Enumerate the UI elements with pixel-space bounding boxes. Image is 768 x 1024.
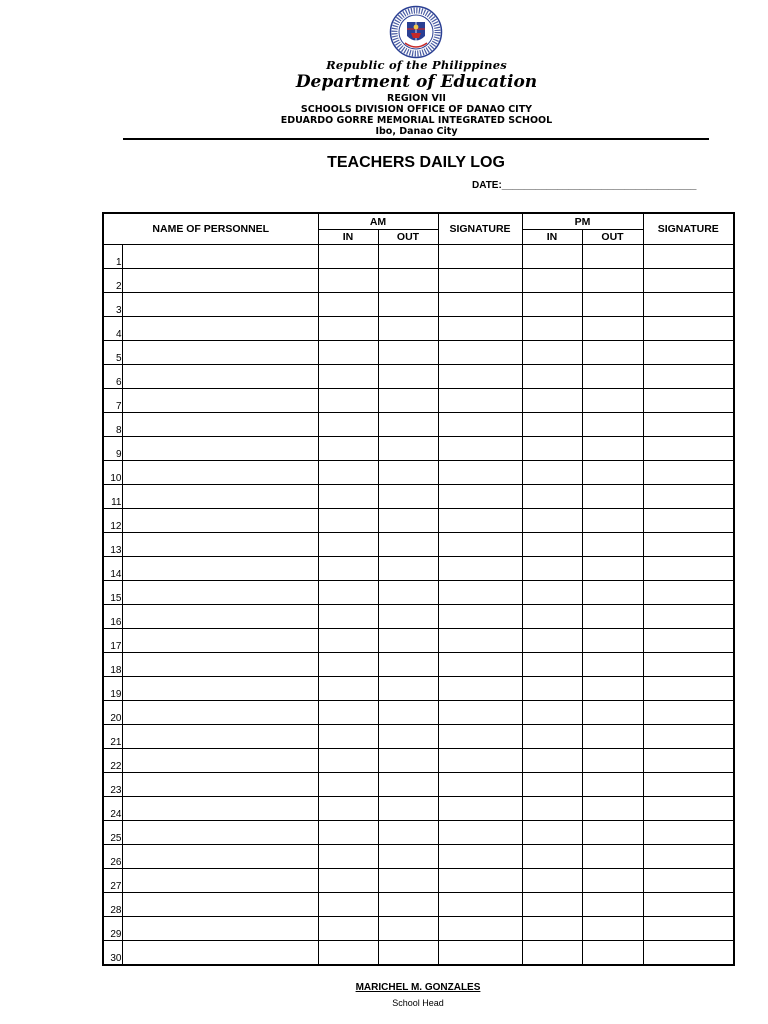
- pm-in-cell: [522, 797, 582, 821]
- am-signature-cell: [438, 629, 522, 653]
- pm-in-cell: [522, 605, 582, 629]
- am-out-cell: [378, 941, 438, 966]
- am-in-cell: [318, 821, 378, 845]
- name-cell: [122, 605, 318, 629]
- row-number: 11: [103, 485, 122, 509]
- table-row: [103, 677, 734, 701]
- pm-in-cell: [522, 677, 582, 701]
- am-out-cell: [378, 725, 438, 749]
- pm-signature-cell: [643, 725, 734, 749]
- am-signature-cell: [438, 485, 522, 509]
- am-out-cell: [378, 245, 438, 269]
- pm-out-cell: [582, 485, 643, 509]
- pm-signature-cell: [643, 293, 734, 317]
- name-cell: [122, 845, 318, 869]
- am-in-cell: [318, 677, 378, 701]
- pm-out-cell: [582, 245, 643, 269]
- pm-in-cell: [522, 869, 582, 893]
- am-signature-cell: [438, 341, 522, 365]
- am-out-cell: [378, 893, 438, 917]
- pm-signature-cell: [643, 557, 734, 581]
- pm-in-cell: [522, 389, 582, 413]
- row-number: 24: [103, 797, 122, 821]
- table-row: [103, 557, 734, 581]
- row-number: 15: [103, 581, 122, 605]
- name-cell: [122, 941, 318, 966]
- am-in-cell: [318, 413, 378, 437]
- pm-out-cell: [582, 629, 643, 653]
- am-signature-cell: [438, 677, 522, 701]
- name-cell: [122, 629, 318, 653]
- name-cell: [122, 341, 318, 365]
- pm-out-cell: [582, 317, 643, 341]
- date-field: DATE:___________________________________: [472, 180, 697, 191]
- row-number: 2: [103, 269, 122, 293]
- pm-out-cell: [582, 941, 643, 966]
- am-in-cell: [318, 509, 378, 533]
- name-cell: [122, 509, 318, 533]
- am-in-cell: [318, 557, 378, 581]
- row-number: 7: [103, 389, 122, 413]
- row-number: 6: [103, 365, 122, 389]
- row-number: 23: [103, 773, 122, 797]
- table-row: [103, 533, 734, 557]
- table-row: [103, 749, 734, 773]
- pm-out-cell: [582, 749, 643, 773]
- pm-signature-cell: [643, 869, 734, 893]
- pm-signature-cell: [643, 677, 734, 701]
- am-out-cell: [378, 269, 438, 293]
- pm-in-cell: [522, 893, 582, 917]
- pm-signature-cell: [643, 413, 734, 437]
- am-out-cell: [378, 869, 438, 893]
- row-number: 26: [103, 845, 122, 869]
- pm-signature-cell: [643, 701, 734, 725]
- table-row: [103, 365, 734, 389]
- am-signature-cell: [438, 317, 522, 341]
- am-out-cell: [378, 509, 438, 533]
- daily-log-table: [102, 212, 735, 966]
- pm-in-cell: [522, 821, 582, 845]
- pm-in-cell: [522, 461, 582, 485]
- pm-out-header: OUT: [582, 230, 643, 245]
- pm-out-cell: [582, 581, 643, 605]
- pm-out-cell: [582, 557, 643, 581]
- pm-signature-cell: [643, 461, 734, 485]
- pm-signature-cell: [643, 941, 734, 966]
- pm-out-cell: [582, 437, 643, 461]
- am-signature-cell: [438, 413, 522, 437]
- deped-seal-icon: [385, 5, 447, 59]
- table-row: [103, 389, 734, 413]
- name-cell: [122, 749, 318, 773]
- pm-signature-cell: [643, 797, 734, 821]
- pm-out-cell: [582, 653, 643, 677]
- name-column-header: NAME OF PERSONNEL: [103, 213, 318, 245]
- pm-out-cell: [582, 269, 643, 293]
- am-signature-cell: [438, 797, 522, 821]
- name-cell: [122, 893, 318, 917]
- am-signature-cell: [438, 533, 522, 557]
- am-out-cell: [378, 677, 438, 701]
- pm-in-cell: [522, 533, 582, 557]
- name-cell: [122, 653, 318, 677]
- table-row: [103, 845, 734, 869]
- school-heading: EDUARDO GORRE MEMORIAL INTEGRATED SCHOOL: [280, 115, 553, 126]
- row-number: 16: [103, 605, 122, 629]
- row-number: 27: [103, 869, 122, 893]
- am-out-cell: [378, 701, 438, 725]
- am-out-cell: [378, 317, 438, 341]
- table-row: [103, 581, 734, 605]
- am-in-cell: [318, 341, 378, 365]
- row-number: 4: [103, 317, 122, 341]
- pm-out-cell: [582, 725, 643, 749]
- row-number: 21: [103, 725, 122, 749]
- am-signature-cell: [438, 917, 522, 941]
- table-row: [103, 653, 734, 677]
- am-out-header: OUT: [378, 230, 438, 245]
- row-number: 10: [103, 461, 122, 485]
- name-cell: [122, 437, 318, 461]
- pm-signature-cell: [643, 245, 734, 269]
- pm-out-cell: [582, 389, 643, 413]
- table-row: [103, 509, 734, 533]
- form-title: TEACHERS DAILY LOG: [327, 154, 505, 171]
- pm-column-header: PM: [522, 213, 643, 230]
- am-signature-cell: [438, 365, 522, 389]
- table-row: [103, 461, 734, 485]
- am-signature-cell: [438, 461, 522, 485]
- am-signature-cell: [438, 869, 522, 893]
- pm-out-cell: [582, 677, 643, 701]
- pm-signature-cell: [643, 533, 734, 557]
- am-in-cell: [318, 317, 378, 341]
- name-cell: [122, 701, 318, 725]
- pm-signature-cell: [643, 317, 734, 341]
- am-signature-cell: [438, 773, 522, 797]
- table-body: [103, 245, 734, 966]
- am-in-cell: [318, 533, 378, 557]
- am-in-cell: [318, 581, 378, 605]
- pm-in-cell: [522, 485, 582, 509]
- name-cell: [122, 581, 318, 605]
- republic-heading: Republic of the Philippines: [326, 58, 507, 72]
- pm-in-header: IN: [522, 230, 582, 245]
- am-in-cell: [318, 701, 378, 725]
- table-row: [103, 893, 734, 917]
- am-in-header: IN: [318, 230, 378, 245]
- am-signature-cell: [438, 701, 522, 725]
- table-row: [103, 605, 734, 629]
- pm-in-cell: [522, 317, 582, 341]
- table-row: [103, 629, 734, 653]
- am-signature-cell: [438, 725, 522, 749]
- pm-in-cell: [522, 509, 582, 533]
- row-number: 25: [103, 821, 122, 845]
- division-heading: SCHOOLS DIVISION OFFICE OF DANAO CITY: [300, 104, 533, 115]
- pm-signature-cell: [643, 365, 734, 389]
- am-signature-cell: [438, 653, 522, 677]
- row-number: 14: [103, 557, 122, 581]
- table-row: [103, 821, 734, 845]
- am-signature-cell: [438, 509, 522, 533]
- row-number: 5: [103, 341, 122, 365]
- pm-signature-cell: [643, 509, 734, 533]
- pm-out-cell: [582, 797, 643, 821]
- am-out-cell: [378, 557, 438, 581]
- am-out-cell: [378, 437, 438, 461]
- row-number: 18: [103, 653, 122, 677]
- pm-in-cell: [522, 845, 582, 869]
- am-out-cell: [378, 485, 438, 509]
- am-signature-cell: [438, 941, 522, 966]
- row-number: 8: [103, 413, 122, 437]
- pm-in-cell: [522, 917, 582, 941]
- am-signature-cell: [438, 293, 522, 317]
- am-signature-cell: [438, 893, 522, 917]
- pm-signature-cell: [643, 773, 734, 797]
- am-signature-cell: [438, 557, 522, 581]
- pm-out-cell: [582, 605, 643, 629]
- pm-signature-cell: [643, 845, 734, 869]
- row-number: 3: [103, 293, 122, 317]
- pm-in-cell: [522, 269, 582, 293]
- am-in-cell: [318, 485, 378, 509]
- am-out-cell: [378, 293, 438, 317]
- pm-out-cell: [582, 821, 643, 845]
- pm-out-cell: [582, 773, 643, 797]
- name-cell: [122, 389, 318, 413]
- am-signature-cell: [438, 845, 522, 869]
- region-heading: REGION VII: [387, 93, 446, 104]
- name-cell: [122, 917, 318, 941]
- pm-in-cell: [522, 725, 582, 749]
- pm-in-cell: [522, 341, 582, 365]
- am-out-cell: [378, 845, 438, 869]
- am-in-cell: [318, 845, 378, 869]
- table-row: [103, 773, 734, 797]
- table-row: [103, 725, 734, 749]
- pm-signature-cell: [643, 653, 734, 677]
- am-signature-column-header: SIGNATURE: [438, 213, 522, 245]
- header-divider: [123, 138, 709, 140]
- pm-signature-cell: [643, 917, 734, 941]
- pm-in-cell: [522, 629, 582, 653]
- table-row: [103, 245, 734, 269]
- name-cell: [122, 269, 318, 293]
- am-in-cell: [318, 869, 378, 893]
- row-number: 30: [103, 941, 122, 966]
- pm-in-cell: [522, 581, 582, 605]
- pm-in-cell: [522, 245, 582, 269]
- name-cell: [122, 245, 318, 269]
- row-number: 9: [103, 437, 122, 461]
- pm-out-cell: [582, 413, 643, 437]
- signer-name: MARICHEL M. GONZALES: [355, 982, 481, 993]
- row-number: 29: [103, 917, 122, 941]
- pm-in-cell: [522, 365, 582, 389]
- pm-out-cell: [582, 869, 643, 893]
- row-number: 13: [103, 533, 122, 557]
- am-out-cell: [378, 821, 438, 845]
- am-signature-cell: [438, 437, 522, 461]
- am-out-cell: [378, 653, 438, 677]
- am-in-cell: [318, 389, 378, 413]
- table-row: [103, 341, 734, 365]
- school-address: Ibo, Danao City: [375, 126, 458, 137]
- name-cell: [122, 317, 318, 341]
- name-cell: [122, 461, 318, 485]
- table-row: [103, 917, 734, 941]
- row-number: 22: [103, 749, 122, 773]
- name-cell: [122, 773, 318, 797]
- pm-signature-cell: [643, 821, 734, 845]
- name-cell: [122, 293, 318, 317]
- signer-position: School Head: [392, 998, 444, 1008]
- pm-out-cell: [582, 533, 643, 557]
- am-in-cell: [318, 629, 378, 653]
- name-cell: [122, 869, 318, 893]
- pm-out-cell: [582, 341, 643, 365]
- am-out-cell: [378, 749, 438, 773]
- pm-signature-cell: [643, 269, 734, 293]
- am-signature-cell: [438, 749, 522, 773]
- am-in-cell: [318, 917, 378, 941]
- pm-in-cell: [522, 749, 582, 773]
- pm-in-cell: [522, 413, 582, 437]
- name-cell: [122, 725, 318, 749]
- pm-in-cell: [522, 653, 582, 677]
- am-signature-cell: [438, 821, 522, 845]
- pm-out-cell: [582, 365, 643, 389]
- am-in-cell: [318, 605, 378, 629]
- am-out-cell: [378, 629, 438, 653]
- am-column-header: AM: [318, 213, 438, 230]
- pm-in-cell: [522, 941, 582, 966]
- row-number: 20: [103, 701, 122, 725]
- am-in-cell: [318, 293, 378, 317]
- pm-signature-cell: [643, 749, 734, 773]
- row-number: 17: [103, 629, 122, 653]
- am-signature-cell: [438, 245, 522, 269]
- am-in-cell: [318, 365, 378, 389]
- pm-out-cell: [582, 701, 643, 725]
- am-in-cell: [318, 461, 378, 485]
- row-number: 12: [103, 509, 122, 533]
- table-row: [103, 701, 734, 725]
- name-cell: [122, 557, 318, 581]
- pm-in-cell: [522, 557, 582, 581]
- name-cell: [122, 821, 318, 845]
- am-in-cell: [318, 749, 378, 773]
- name-cell: [122, 413, 318, 437]
- table-row: [103, 941, 734, 966]
- table-row: [103, 437, 734, 461]
- row-number: 19: [103, 677, 122, 701]
- pm-signature-cell: [643, 437, 734, 461]
- am-out-cell: [378, 533, 438, 557]
- am-out-cell: [378, 389, 438, 413]
- table-row: [103, 269, 734, 293]
- am-out-cell: [378, 413, 438, 437]
- am-in-cell: [318, 941, 378, 966]
- pm-out-cell: [582, 917, 643, 941]
- am-out-cell: [378, 773, 438, 797]
- name-cell: [122, 677, 318, 701]
- am-in-cell: [318, 245, 378, 269]
- pm-signature-cell: [643, 581, 734, 605]
- pm-signature-cell: [643, 341, 734, 365]
- pm-out-cell: [582, 293, 643, 317]
- row-number: 1: [103, 245, 122, 269]
- am-in-cell: [318, 797, 378, 821]
- table-header-row: [103, 213, 734, 230]
- table-row: [103, 413, 734, 437]
- pm-signature-column-header: SIGNATURE: [643, 213, 734, 245]
- table-row: [103, 485, 734, 509]
- am-signature-cell: [438, 389, 522, 413]
- am-out-cell: [378, 341, 438, 365]
- pm-signature-cell: [643, 605, 734, 629]
- am-in-cell: [318, 437, 378, 461]
- am-in-cell: [318, 269, 378, 293]
- department-heading: Department of Education: [295, 72, 538, 92]
- am-out-cell: [378, 605, 438, 629]
- am-out-cell: [378, 461, 438, 485]
- name-cell: [122, 485, 318, 509]
- pm-out-cell: [582, 509, 643, 533]
- pm-signature-cell: [643, 485, 734, 509]
- am-in-cell: [318, 773, 378, 797]
- am-signature-cell: [438, 269, 522, 293]
- am-out-cell: [378, 365, 438, 389]
- am-in-cell: [318, 653, 378, 677]
- table-row: [103, 317, 734, 341]
- name-cell: [122, 365, 318, 389]
- name-cell: [122, 797, 318, 821]
- am-out-cell: [378, 797, 438, 821]
- table-row: [103, 797, 734, 821]
- pm-signature-cell: [643, 893, 734, 917]
- pm-in-cell: [522, 293, 582, 317]
- pm-out-cell: [582, 845, 643, 869]
- table-row: [103, 869, 734, 893]
- pm-out-cell: [582, 893, 643, 917]
- name-cell: [122, 533, 318, 557]
- am-out-cell: [378, 917, 438, 941]
- am-out-cell: [378, 581, 438, 605]
- am-signature-cell: [438, 605, 522, 629]
- pm-in-cell: [522, 701, 582, 725]
- am-in-cell: [318, 893, 378, 917]
- table-row: [103, 293, 734, 317]
- am-signature-cell: [438, 581, 522, 605]
- pm-out-cell: [582, 461, 643, 485]
- pm-in-cell: [522, 437, 582, 461]
- pm-in-cell: [522, 773, 582, 797]
- pm-signature-cell: [643, 629, 734, 653]
- am-in-cell: [318, 725, 378, 749]
- pm-signature-cell: [643, 389, 734, 413]
- row-number: 28: [103, 893, 122, 917]
